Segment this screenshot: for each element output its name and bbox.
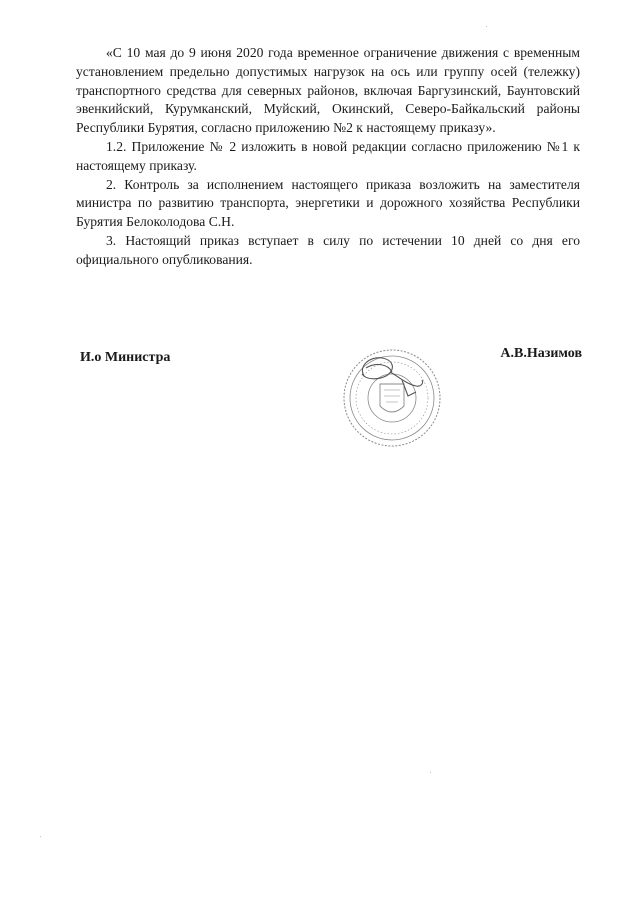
paragraph-2: 2. Контроль за исполнением настоящего приказа возложить на заместителя министра по развитию транспорта, энергетики и дорожного хозяйства Республики Бурятия Белоколодова С.Н. bbox=[76, 176, 580, 230]
scan-speck bbox=[486, 26, 487, 27]
paragraph-1-2: 1.2. Приложение № 2 изложить в новой редакции согласно приложению №1 к настоящему приказу. bbox=[76, 138, 580, 173]
signature-block bbox=[0, 340, 640, 480]
paragraph-quote: «С 10 мая до 9 июня 2020 года временное ограничение движения с временным установлением предельно допустимых нагрузок на ось или группу осей (тележку) транспортного средства для северных районов, включая Баргузинский, Баунтовский эвенкийский, Курумканский, Муйский, Окинский, Северо-Байкальский районы Республики Бурятия, согласно приложению №2 к настоящему приказу». bbox=[76, 45, 580, 136]
position-title: И.о Министра bbox=[80, 350, 171, 365]
signer-name: А.В.Назимов bbox=[500, 346, 582, 361]
scan-speck bbox=[430, 772, 431, 773]
document-body bbox=[76, 44, 580, 270]
scan-speck bbox=[40, 836, 41, 837]
official-seal-icon bbox=[336, 340, 444, 450]
paragraph-3: 3. Настоящий приказ вступает в силу по истечении 10 дней со дня его официального опубликования. bbox=[76, 232, 580, 267]
